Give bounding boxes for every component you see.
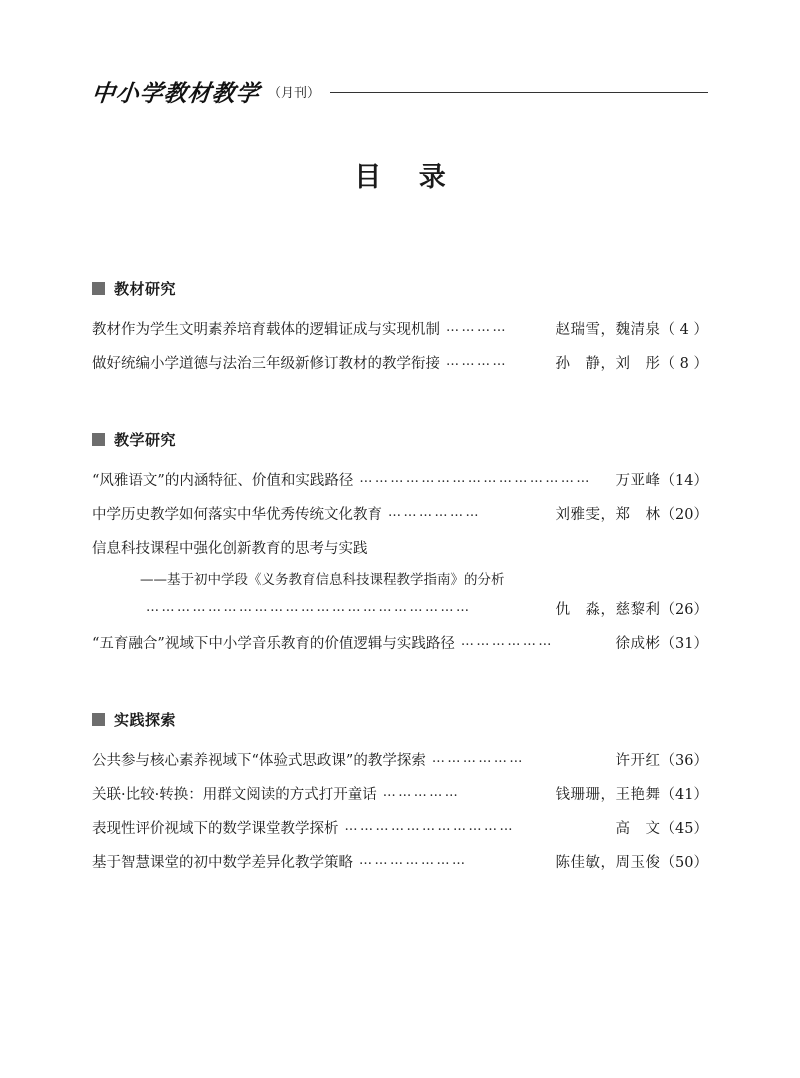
square-marker-icon	[92, 433, 105, 446]
entry-page-number: （50）	[660, 854, 708, 871]
entry-title: 教材作为学生文明素养培育载体的逻辑证成与实现机制	[92, 322, 440, 338]
leader-dots: ………………	[460, 633, 554, 649]
square-marker-icon	[92, 282, 105, 295]
entry-continuation	[92, 595, 708, 627]
section-title: 教材研究	[114, 280, 177, 298]
toc-entry[interactable]	[92, 498, 708, 532]
entry-tail	[556, 498, 708, 532]
entry-tail	[556, 595, 708, 627]
section-header	[92, 709, 708, 730]
entry-title: 中学历史教学如何落实中华优秀传统文化教育	[92, 507, 382, 524]
leader-dots: ………………	[431, 750, 525, 766]
entry-page-number: （45）	[660, 820, 708, 837]
leader-dots: ………………	[388, 505, 481, 521]
entry-page-number: （26）	[660, 601, 708, 618]
toc-section-teaching-research	[92, 429, 708, 660]
masthead-divider	[330, 92, 708, 93]
entry-title: 关联·比较·转换：用群文阅读的方式打开童话	[92, 786, 377, 803]
entry-title: 做好统编小学道德与法治三年级新修订教材的教学衔接	[92, 356, 440, 373]
entry-tail	[616, 464, 708, 498]
entry-tail	[616, 812, 708, 846]
toc-entry[interactable]	[92, 313, 708, 347]
leader-dots: …………	[446, 320, 508, 335]
section-header	[92, 278, 708, 299]
section-header	[92, 429, 708, 450]
entry-title: 基于智慧课堂的初中数学差异化教学策略	[92, 854, 353, 871]
entry-tail	[616, 744, 708, 778]
toc-entry[interactable]	[92, 627, 708, 661]
toc-entry[interactable]	[92, 347, 708, 381]
section-title: 教学研究	[114, 431, 177, 450]
page-title: 目 录	[354, 162, 460, 193]
entry-page-number: （ 4 ）	[660, 322, 708, 338]
entry-tail	[616, 627, 708, 661]
toc-section-textbook-research	[92, 278, 708, 381]
entry-page-number: （41）	[660, 786, 708, 803]
entry-authors: 陈佳敏，周玉俊	[555, 854, 661, 871]
entry-page-number: （31）	[660, 635, 708, 652]
entry-title: 公共参与核心素养视域下“体验式思政课”的教学探索	[92, 752, 426, 769]
entry-title: 表现性评价视域下的数学课堂教学探析	[92, 820, 339, 837]
entry-authors: 刘雅雯，郑 林	[555, 507, 661, 524]
leader-dots: …………………	[359, 852, 468, 868]
leader-dots: ………………………………………………………	[146, 599, 472, 615]
entry-title: 信息科技课程中强化创新教育的思考与实践	[92, 541, 368, 558]
leader-dots: ……………	[382, 784, 461, 800]
entry-authors: 万亚峰	[615, 473, 661, 490]
entry-page-number: （36）	[660, 752, 708, 769]
journal-title: 中小学教材教学	[90, 79, 262, 107]
entry-authors: 高 文	[615, 820, 661, 837]
entry-title: “风雅语文”的内涵特征、价值和实践路径	[92, 473, 354, 490]
square-marker-icon	[92, 713, 105, 726]
toc-entry[interactable]	[92, 846, 708, 880]
table-of-contents	[92, 278, 708, 902]
entry-tail	[556, 347, 708, 381]
entry-authors: 赵瑞雪，魏清泉	[555, 322, 661, 338]
section-title: 实践探索	[114, 710, 177, 729]
journal-frequency: （月刊）	[268, 85, 321, 101]
section-spacer	[92, 403, 708, 429]
entry-page-number: （ 8 ）	[660, 356, 708, 373]
toc-entry[interactable]	[92, 778, 708, 812]
section-spacer	[92, 683, 708, 709]
entry-page-number: （20）	[660, 507, 708, 524]
entry-tail	[556, 313, 708, 347]
entry-authors: 仇 淼，慈黎利	[555, 601, 661, 618]
entry-authors: 孙 静，刘 彤	[555, 356, 661, 373]
leader-dots: ………………………………………	[359, 471, 592, 487]
entry-authors: 钱珊珊，王艳舞	[555, 786, 661, 803]
toc-entry[interactable]	[92, 532, 708, 626]
toc-entry[interactable]	[92, 744, 708, 778]
toc-entry[interactable]	[92, 812, 708, 846]
masthead	[92, 74, 708, 108]
entry-authors: 徐成彬	[615, 635, 661, 652]
entry-title: “五育融合”视域下中小学音乐教育的价值逻辑与实践路径	[92, 635, 455, 652]
entry-tail	[556, 778, 708, 812]
toc-entry[interactable]	[92, 464, 708, 498]
entry-authors: 许开红	[615, 752, 661, 769]
leader-dots: ……………………………	[344, 818, 515, 834]
entry-page-number: （14）	[660, 473, 708, 490]
entry-tail	[556, 846, 708, 880]
entry-subtitle: ——基于初中学段《义务教育信息科技课程教学指南》的分析	[140, 572, 505, 589]
toc-section-practice-exploration	[92, 709, 708, 880]
leader-dots: …………	[446, 354, 508, 370]
